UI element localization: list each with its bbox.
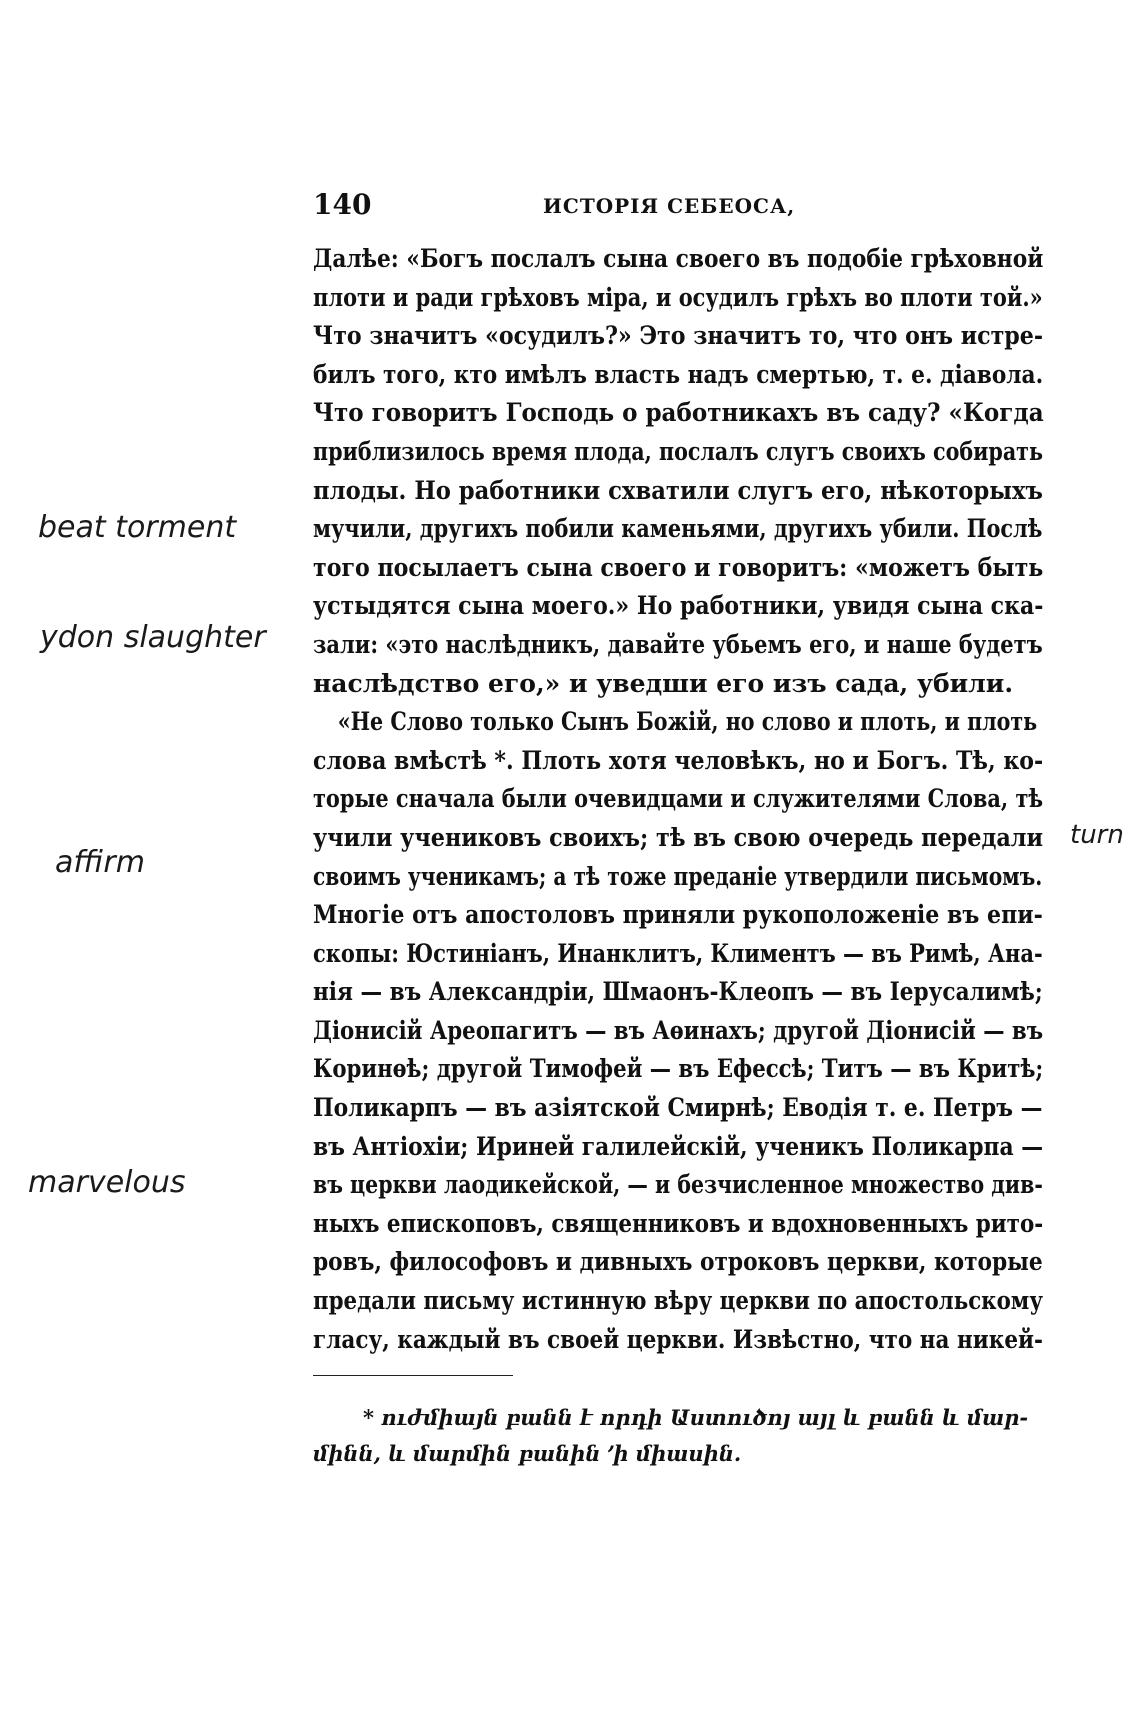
text-line: учили учениковъ своихъ; тѣ въ свою очередь передали (313, 822, 1044, 852)
handwritten-margin-note: affirm (55, 845, 145, 880)
handwritten-margin-note: ydon slaughter (40, 620, 266, 655)
text-line: гласу, каждый въ своей церкви. Извѣстно, что на никей- (313, 1324, 1043, 1354)
running-head: ИСТОРІЯ СЕБЕОСА, (543, 194, 796, 218)
text-line: наслѣдство его,» и уведши его изъ сада, убили. (313, 668, 1014, 698)
footnote-line: * ուժմիայն բանն է որդի Աստուծոյ այլ և բանն և մար- (363, 1405, 1029, 1430)
text-line: Коринѳѣ; другой Тимофей — въ Ефессѣ; Титъ — въ Критѣ; (313, 1054, 1044, 1084)
text-line: устыдятся сына моего.» Но работники, увидя сына ска- (313, 591, 1044, 621)
body-text (313, 240, 1043, 1359)
text-line: въ Антіохіи; Ириней галилейскій, ученикъ Поликарпа — (313, 1131, 1044, 1161)
text-line: предали письму истинную вѣру церкви по апостольскому (313, 1286, 1043, 1316)
text-line: въ церкви лаодикейской, — и безчисленное множество див- (313, 1170, 1043, 1200)
text-line: Поликарпъ — въ азіятской Смирнѣ; Еводія т. е. Петръ — (313, 1093, 1043, 1123)
text-line: ныхъ епископовъ, священниковъ и вдохновенныхъ рито- (313, 1208, 1044, 1238)
text-line: своимъ ученикамъ; а тѣ тоже преданіе утвердили письмомъ. (313, 861, 1043, 891)
text-line: нія — въ Александріи, Шмаонъ-Клеопъ — въ Іерусалимѣ; (313, 977, 1043, 1007)
text-line: Діонисій Ареопагитъ — въ Аѳинахъ; другой Діонисій — въ (313, 1015, 1044, 1045)
handwritten-margin-note: turn (1070, 820, 1124, 850)
text-line: зали: «это наслѣдникъ, давайте убьемъ его, и наше будетъ (313, 629, 1043, 659)
text-line: Что значитъ «осудилъ?» Это значитъ то, что онъ истре- (313, 321, 1044, 351)
text-line: приблизилось время плода, послалъ слугъ своихъ собирать (313, 436, 1043, 466)
text-line: Многіе отъ апостоловъ приняли рукоположеніе въ епи- (313, 900, 1043, 930)
text-line: того посылаетъ сына своего и говоритъ: «можетъ быть (313, 552, 1044, 582)
text-line: Далѣе: «Богъ послалъ сына своего въ подобіе грѣховной (313, 244, 1044, 273)
paragraph-start-line: «Не Слово только Сынъ Божій, но слово и плоть, и плоть (337, 707, 1038, 737)
text-line: торые сначала были очевидцами и служителями Слова, тѣ (313, 784, 1044, 814)
text-line: плоды. Но работники схватили слугъ его, нѣкоторыхъ (313, 475, 1043, 505)
text-line: слова вмѣстѣ *. Плоть хотя человѣкъ, но и Богъ. Тѣ, ко- (313, 745, 1044, 775)
text-line: билъ того, кто имѣлъ власть надъ смертью, т. е. діавола. (313, 359, 1044, 389)
text-line: плоти и ради грѣховъ міра, и осудилъ грѣхъ во плоти той.» (313, 282, 1043, 312)
footnote-divider (313, 1375, 513, 1376)
text-line: Что говоритъ Господь о работникахъ въ саду? «Когда (313, 398, 1044, 428)
page-header (313, 188, 1043, 228)
footnote-line: մինն, և մարմին բանին ՚ի միասին. (313, 1441, 742, 1466)
handwritten-margin-note: marvelous (28, 1165, 186, 1200)
handwritten-margin-note: beat torment (38, 510, 237, 545)
text-line: мучили, другихъ побили каменьями, другихъ убили. Послѣ (313, 514, 1043, 544)
text-line: скопы: Юстиніанъ, Инанклитъ, Климентъ — въ Римѣ, Ана- (313, 938, 1043, 968)
footnote (313, 1400, 1043, 1472)
text-line: ровъ, философовъ и дивныхъ отроковъ церкви, которые (313, 1247, 1043, 1277)
page-number: 140 (313, 188, 372, 221)
